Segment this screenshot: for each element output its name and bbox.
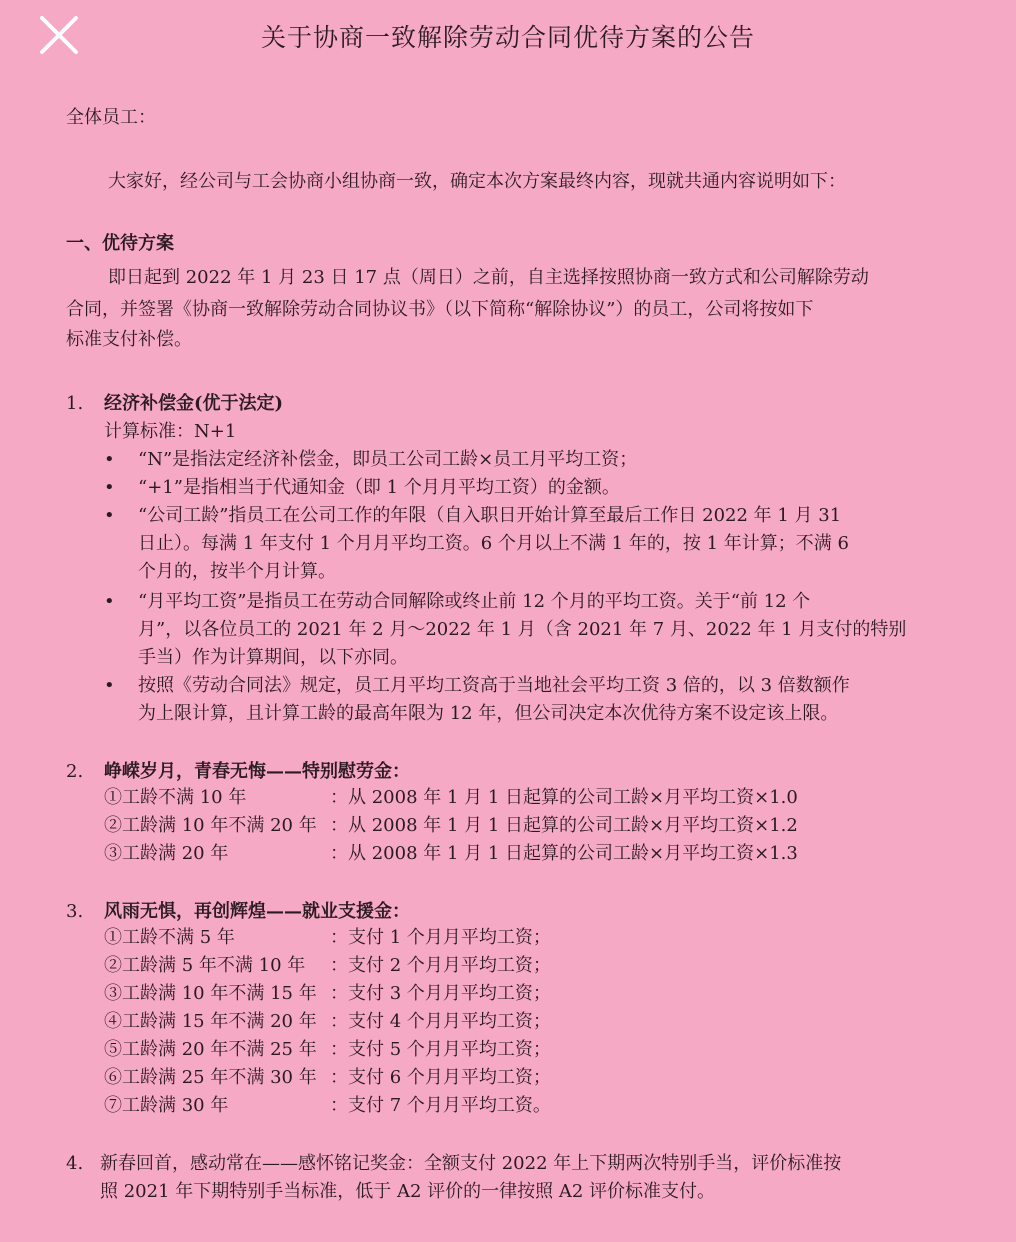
intro-paragraph: 大家好，经公司与工会协商小组协商一致，确定本次方案最终内容，现就共通内容说明如下： [108,171,846,192]
section-heading: 一、优待方案 [66,233,174,254]
bullet-text: “公司工龄”指员工在公司工作的年限（自入职日开始计算至最后工作日 2022 年 1 月 31 [138,505,842,526]
tier-label: ①工龄不满 10 年 [104,787,247,808]
bullet-text: 按照《劳动合同法》规定，员工月平均工资高于当地社会平均工资 3 倍的，以 3 倍数额作 [138,675,850,696]
bullet-dot: • [104,675,115,696]
tier-value: ：支付 1 个月月平均工资； [330,927,551,948]
item-subheading: 计算标准：N+1 [104,421,237,442]
item-number: 4. [66,1153,84,1174]
item-number: 3. [66,901,84,922]
tier-label: ⑥工龄满 25 年不满 30 年 [104,1067,317,1088]
bullet-text: 月”，以各位员工的 2021 年 2 月～2022 年 1 月（含 2021 年 7 月、2022 年 1 月支付的特别 [138,619,907,640]
tier-label: ①工龄不满 5 年 [104,927,235,948]
tier-value: ：从 2008 年 1 月 1 日起算的公司工龄×月平均工资×1.2 [330,815,798,836]
tier-value: ：支付 7 个月月平均工资。 [330,1095,551,1116]
item-text-line: 新春回首，感动常在——感怀铭记奖金：全额支付 2022 年上下期两次特别手当，评价标准按 [100,1153,842,1174]
bullet-text: “月平均工资”是指员工在劳动合同解除或终止前 12 个月的平均工资。关于“前 12 个 [138,591,811,612]
tier-label: ④工龄满 15 年不满 20 年 [104,1011,317,1032]
tier-value: ：支付 6 个月月平均工资； [330,1067,551,1088]
tier-label: ⑦工龄满 30 年 [104,1095,229,1116]
tier-value: ：支付 5 个月月平均工资； [330,1039,551,1060]
item-heading: 峥嵘岁月，青春无悔——特别慰劳金： [104,761,410,782]
tier-value: ：支付 3 个月月平均工资； [330,983,551,1004]
item-heading: 风雨无惧，再创辉煌——就业支援金： [104,901,410,922]
tier-value: ：从 2008 年 1 月 1 日起算的公司工龄×月平均工资×1.3 [330,843,798,864]
tier-label: ②工龄满 5 年不满 10 年 [104,955,306,976]
tier-label: ⑤工龄满 20 年不满 25 年 [104,1039,317,1060]
bullet-text: “+1”是指相当于代通知金（即 1 个月月平均工资）的金额。 [138,477,620,498]
tier-value: ：支付 4 个月月平均工资； [330,1011,551,1032]
bullet-dot: • [104,591,115,612]
bullet-dot: • [104,449,115,470]
section-text-line: 标准支付补偿。 [66,329,192,350]
bullet-dot: • [104,505,115,526]
bullet-dot: • [104,477,115,498]
bullet-text: “N”是指法定经济补偿金，即员工公司工龄×员工月平均工资； [138,449,638,470]
item-text-line: 照 2021 年下期特别手当标准，低于 A2 评价的一律按照 A2 评价标准支付。 [100,1181,716,1202]
item-number: 1. [66,393,84,414]
tier-label: ③工龄满 20 年 [104,843,229,864]
tier-label: ③工龄满 10 年不满 15 年 [104,983,317,1004]
item-number: 2. [66,761,84,782]
bullet-text: 手当）作为计算期间，以下亦同。 [138,647,408,668]
bullet-text: 个月的，按半个月计算。 [138,561,336,582]
tier-value: ：支付 2 个月月平均工资； [330,955,551,976]
tier-value: ：从 2008 年 1 月 1 日起算的公司工龄×月平均工资×1.0 [330,787,798,808]
section-text-line: 即日起到 2022 年 1 月 23 日 17 点（周日）之前，自主选择按照协商一致方式和公司解除劳动 [108,267,869,288]
item-heading: 经济补偿金(优于法定) [104,393,284,414]
bullet-text: 为上限计算，且计算工龄的最高年限为 12 年，但公司决定本次优待方案不设定该上限。 [138,703,839,724]
bullet-text: 日止）。每满 1 年支付 1 个月月平均工资。6 个月以上不满 1 年的，按 1 年计算；不满 6 [138,533,849,554]
greeting: 全体员工： [66,107,156,128]
tier-label: ②工龄满 10 年不满 20 年 [104,815,317,836]
document-title: 关于协商一致解除劳动合同优待方案的公告 [260,23,755,52]
section-text-line: 合同，并签署《协商一致解除劳动合同协议书》（以下简称“解除协议”）的员工，公司将按如下 [66,299,814,320]
